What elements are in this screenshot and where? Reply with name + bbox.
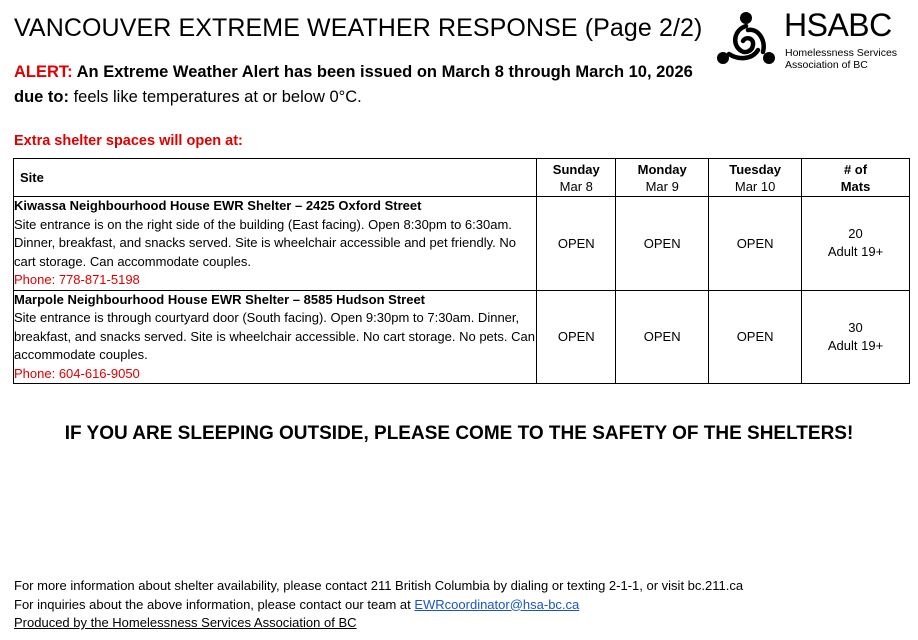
day-name: Tuesday — [729, 161, 781, 177]
site-description: Site entrance is through courtyard door (South facing). Open 9:30pm to 7:30am. Dinner, breakfast, and snacks served. Site is wheelchair accessible. No cart storage. No pets. Can accommodate couples. — [14, 310, 535, 362]
status-sunday: OPEN — [537, 290, 616, 384]
logo-subtitle-line1: Homelessness Services — [785, 47, 898, 59]
site-cell — [14, 197, 537, 291]
alert-reason: feels like temperatures at or below 0°C. — [69, 88, 362, 106]
footer — [14, 577, 743, 633]
column-header-monday — [616, 159, 709, 197]
day-name: Sunday — [552, 161, 600, 177]
table-row — [14, 197, 910, 291]
table-header-row — [14, 159, 910, 197]
status-monday: OPEN — [616, 197, 709, 291]
mats-age: Adult 19+ — [827, 244, 884, 260]
logo-subtitle-line2: Association of BC — [785, 59, 868, 71]
site-phone: Phone: 604-616-9050 — [14, 365, 140, 381]
column-header-sunday — [537, 159, 616, 197]
mats-count: 20 — [848, 226, 863, 242]
alert-label: ALERT: — [14, 63, 73, 81]
mats-cell — [802, 290, 910, 384]
column-header-site: Site — [14, 159, 537, 197]
site-name: Marpole Neighbourhood House EWR Shelter – 8585 Hudson Street — [14, 291, 426, 307]
site-description: Site entrance is on the right side of the building (East facing). Open 8:30pm to 6:30am. Dinner, breakfast, and snacks served. Site is wheelchair accessible and pet friendly. No cart storage. Can accommodate couples. — [14, 216, 516, 269]
status-tuesday: OPEN — [709, 290, 802, 384]
logo-name: HSABC — [784, 7, 892, 43]
day-date: Mar 8 — [559, 178, 593, 194]
day-date: Mar 9 — [645, 178, 679, 194]
mats-header-line1: # of — [843, 161, 868, 177]
hsabc-swirl-icon — [714, 10, 778, 72]
day-date: Mar 10 — [734, 178, 776, 194]
extra-shelter-heading: Extra shelter spaces will open at: — [14, 133, 243, 149]
hsabc-logo — [714, 7, 910, 71]
footer-produced-by: Produced by the Homelessness Services Association of BC — [14, 615, 357, 630]
alert-message — [14, 60, 714, 110]
status-sunday: OPEN — [537, 197, 616, 291]
site-name: Kiwassa Neighbourhood House EWR Shelter – 2425 Oxford Street — [14, 198, 422, 213]
column-header-mats — [802, 159, 910, 197]
day-name: Monday — [637, 161, 687, 177]
page-title: VANCOUVER EXTREME WEATHER RESPONSE (Page 2/2) — [14, 14, 703, 42]
mats-cell — [802, 197, 910, 291]
mats-count: 30 — [848, 319, 863, 335]
footer-info-line: For more information about shelter availability, please contact 211 British Columbia by dialing or texting 2-1-1, or visit bc.211.ca — [14, 578, 744, 593]
site-phone: Phone: 778-871-5198 — [14, 272, 140, 287]
site-cell — [14, 290, 537, 384]
mats-header-line2: Mats — [840, 178, 871, 194]
shelter-table — [13, 158, 910, 384]
status-tuesday: OPEN — [709, 197, 802, 291]
mats-age: Adult 19+ — [827, 337, 884, 353]
alert-text: An Extreme Weather Alert has been issued on March 8 through March 10, 2026 due to: — [14, 63, 693, 106]
column-header-tuesday — [709, 159, 802, 197]
footer-contact-text: For inquiries about the above information, please contact our team at — [14, 596, 415, 612]
status-monday: OPEN — [616, 290, 709, 384]
footer-contact-line — [14, 596, 743, 615]
safety-banner: IF YOU ARE SLEEPING OUTSIDE, PLEASE COME TO THE SAFETY OF THE SHELTERS! — [64, 423, 854, 444]
table-row — [14, 290, 910, 384]
logo-subtitle — [785, 47, 897, 71]
coordinator-email-link[interactable]: EWRcoordinator@hsa-bc.ca — [414, 596, 580, 612]
